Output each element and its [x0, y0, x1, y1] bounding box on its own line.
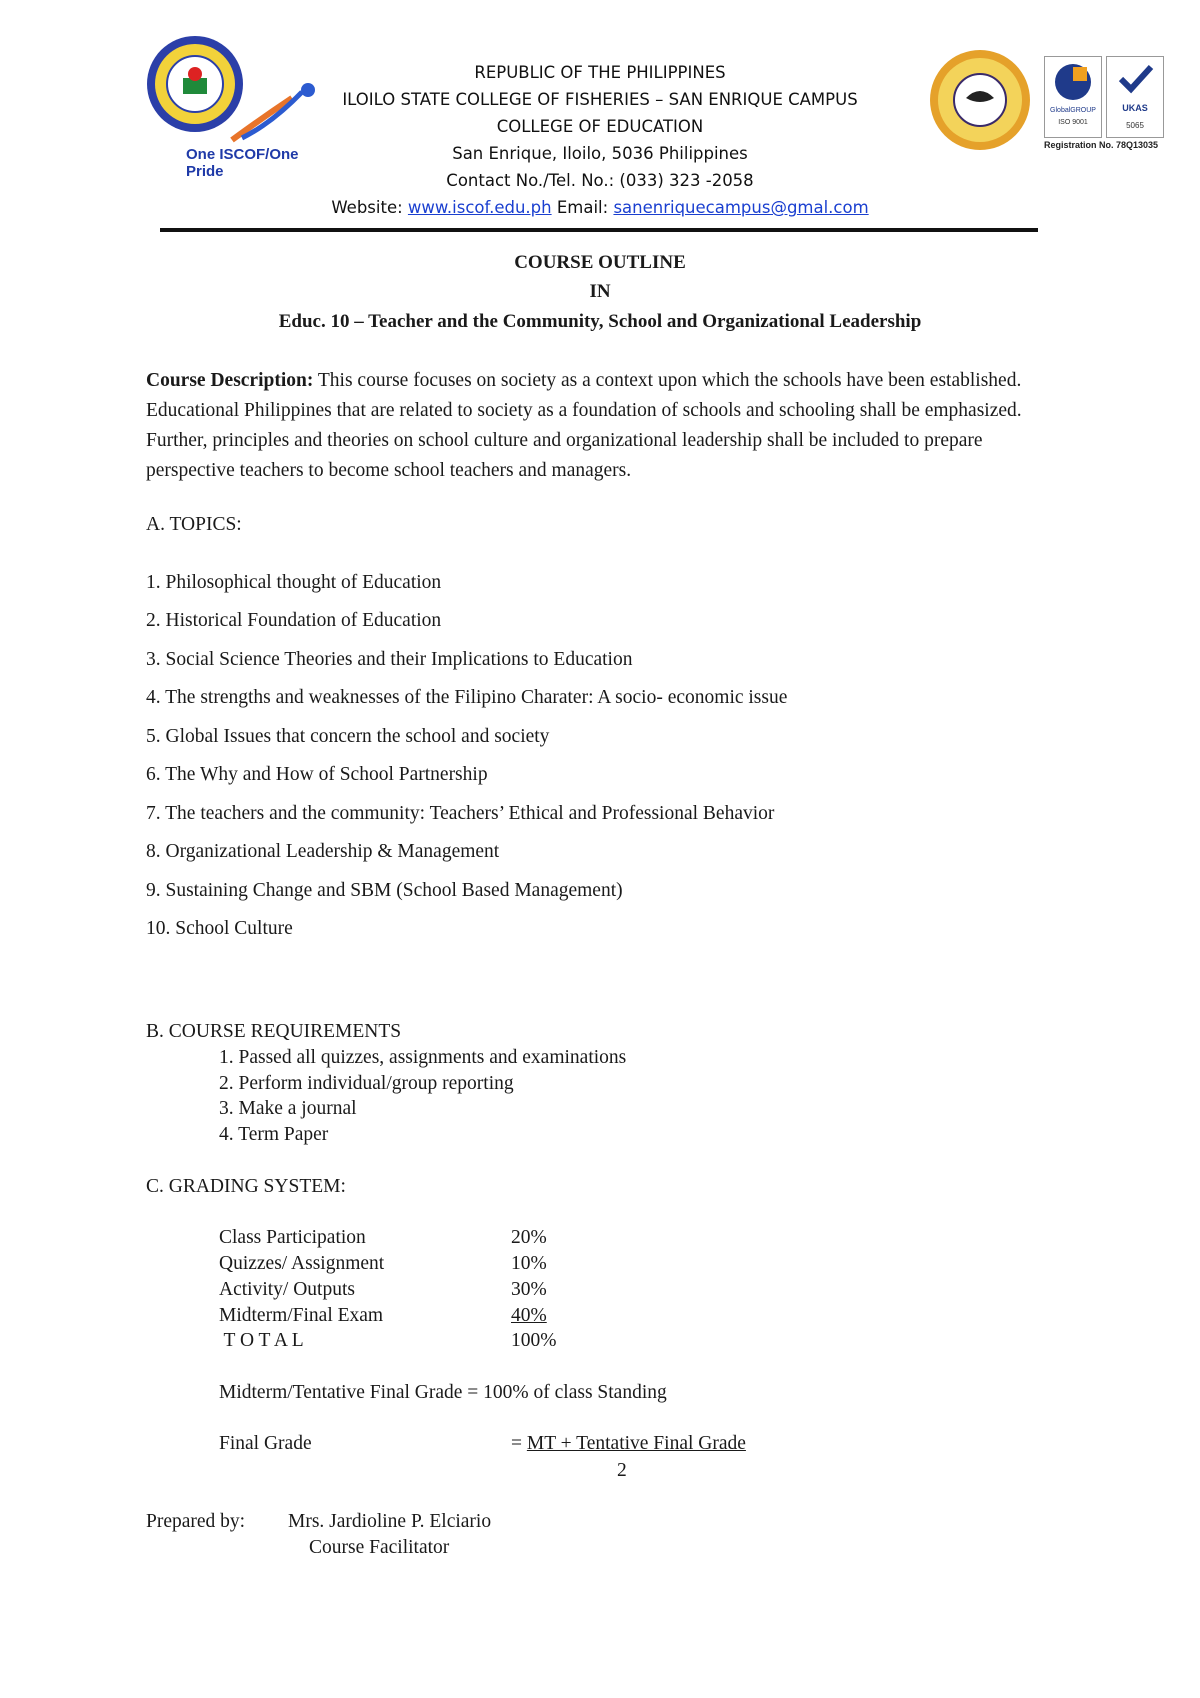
grade-row-label: Activity/ Outputs — [219, 1279, 355, 1300]
topic-item: 8. Organizational Leadership & Management — [146, 841, 500, 862]
email-link[interactable]: sanenriquecampus@gmal.com — [613, 198, 869, 217]
final-grade-formula — [511, 1433, 746, 1455]
header-contact: Contact No./Tel. No.: (033) 323 -2058 — [446, 171, 754, 190]
grade-row-label: Class Participation — [219, 1227, 366, 1248]
grade-total-value: 100% — [511, 1330, 557, 1351]
grade-row-value: 30% — [511, 1279, 547, 1300]
prepared-by-label: Prepared by: — [146, 1511, 246, 1532]
requirements-heading: B. COURSE REQUIREMENTS — [146, 1021, 402, 1042]
prepared-by-name: Mrs. Jardioline P. Elciario — [288, 1511, 492, 1532]
topic-item: 7. The teachers and the community: Teachers’ Ethical and Professional Behavior — [146, 803, 775, 824]
title-line1: COURSE OUTLINE — [514, 252, 686, 273]
grade-row-value: 20% — [511, 1227, 547, 1248]
header-web-email — [0, 194, 1200, 222]
iso-group-label: GlobalGROUP — [1050, 107, 1096, 114]
header-republic: REPUBLIC OF THE PHILIPPINES — [474, 63, 726, 82]
website-label: Website: — [331, 198, 408, 217]
topic-item: 4. The strengths and weaknesses of the Filipino Charater: A socio- economic issue — [146, 687, 788, 708]
grading-heading: C. GRADING SYSTEM: — [146, 1176, 346, 1197]
iso-standard-label: ISO 9001 — [1058, 119, 1088, 126]
requirement-item: 2. Perform individual/group reporting — [219, 1073, 514, 1094]
final-grade-denominator: 2 — [617, 1460, 627, 1481]
midterm-formula: Midterm/Tentative Final Grade = 100% of class Standing — [219, 1382, 667, 1403]
topic-item: 6. The Why and How of School Partnership — [146, 764, 488, 785]
topics-heading: A. TOPICS: — [146, 514, 242, 535]
topic-item: 3. Social Science Theories and their Implications to Education — [146, 649, 633, 670]
website-link[interactable]: www.iscof.edu.ph — [407, 198, 552, 217]
topic-item: 5. Global Issues that concern the school and society — [146, 726, 550, 747]
requirement-item: 4. Term Paper — [219, 1124, 329, 1145]
topic-item: 9. Sustaining Change and SBM (School Based Management) — [146, 880, 623, 901]
header-college: ILOILO STATE COLLEGE OF FISHERIES – SAN ENRIQUE CAMPUS — [342, 90, 858, 109]
final-grade-equals: = — [511, 1433, 527, 1454]
header-address: San Enrique, Iloilo, 5036 Philippines — [452, 144, 748, 163]
requirement-item: 1. Passed all quizzes, assignments and examinations — [219, 1047, 627, 1068]
topic-item: 10. School Culture — [146, 918, 293, 939]
grade-row-value: 10% — [511, 1253, 547, 1274]
ukas-label: UKAS — [1122, 103, 1148, 113]
email-label: Email: — [551, 198, 614, 217]
ukas-number: 5065 — [1126, 121, 1144, 130]
course-description — [146, 366, 1051, 486]
final-grade-numerator: MT + Tentative Final Grade — [526, 1433, 746, 1454]
grade-row-label: Quizzes/ Assignment — [219, 1253, 385, 1274]
requirement-item: 3. Make a journal — [219, 1098, 357, 1119]
grade-total-label: T O T A L — [219, 1330, 304, 1351]
description-text: This course focuses on society as a context upon which the schools have been established. Educational Philippines that are related to society as a foundation of schools and schooling shall be emphasized. Further, principles and theories on school culture and organizational leadership shall be included to prepare perspective teachers to become school teachers and managers. — [146, 370, 1022, 481]
topic-item: 2. Historical Foundation of Education — [146, 610, 442, 631]
header-divider — [160, 228, 1038, 232]
registration-number: Registration No. 78Q13035 — [1044, 140, 1159, 150]
title-line2: IN — [589, 281, 611, 302]
description-label: Course Description: — [146, 370, 314, 391]
prepared-by-role: Course Facilitator — [309, 1537, 450, 1558]
logo-tagline: One ISCOF/One Pride — [186, 146, 299, 180]
final-grade-label: Final Grade — [219, 1433, 312, 1454]
grade-row-value: 40% — [511, 1305, 547, 1326]
course-title: Educ. 10 – Teacher and the Community, School and Organizational Leadership — [278, 311, 922, 332]
header-department: COLLEGE OF EDUCATION — [496, 117, 704, 136]
grade-row-label: Midterm/Final Exam — [219, 1305, 384, 1326]
topic-item: 1. Philosophical thought of Education — [146, 572, 442, 593]
